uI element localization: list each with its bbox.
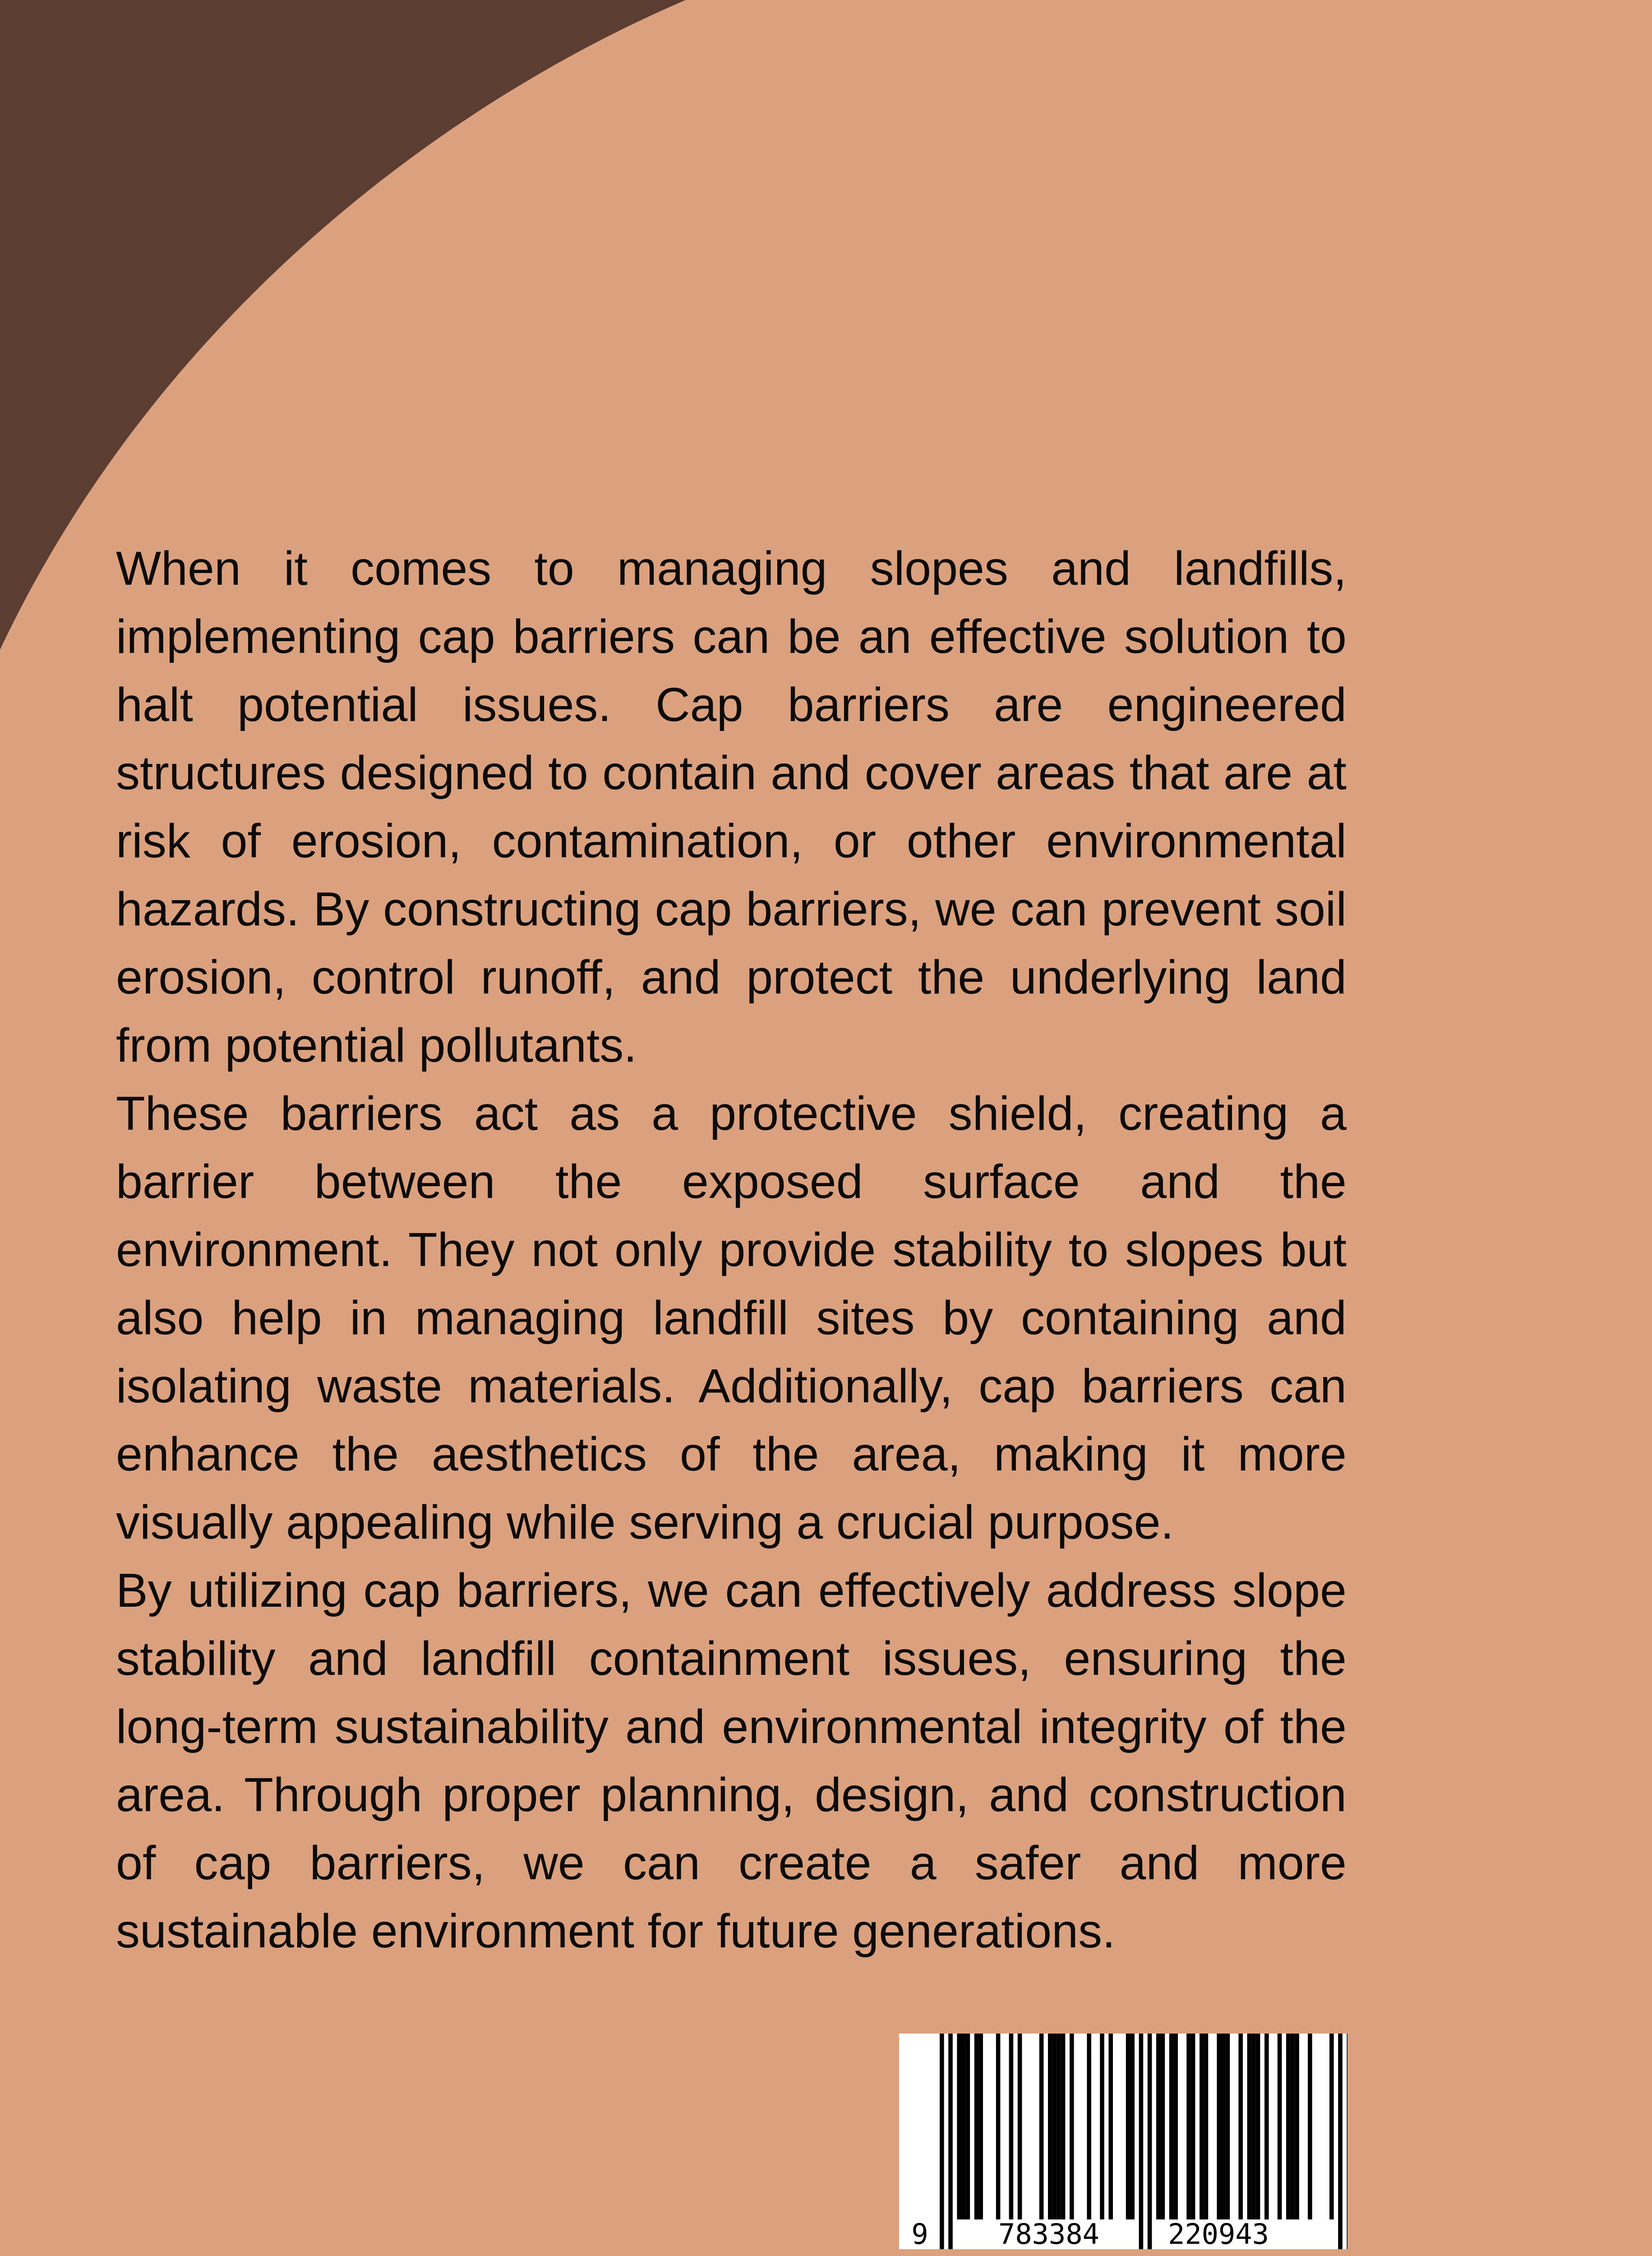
barcode-left-digits: 783384 [998, 2218, 1099, 2249]
barcode-bar [1161, 2034, 1165, 2219]
barcode-bar [948, 2034, 953, 2249]
barcode-bar [1087, 2034, 1091, 2219]
barcode-bar [1009, 2034, 1014, 2219]
barcode-bar [1247, 2034, 1252, 2219]
barcode-bar [1200, 2034, 1204, 2219]
barcode-bar [978, 2034, 983, 2219]
barcode-bar [1130, 2034, 1135, 2219]
barcode-bar [1169, 2034, 1174, 2219]
barcode-bar [1173, 2034, 1178, 2219]
blurb-paragraph-3: By utilizing cap barriers, we can effectively address slope stability and landfill containment issues, ensuring the long-term sustainability and environmental integrity of the area. Through proper planning, design, and construction of cap barriers, we can create a safer and more sustainable environment for future generations. [116, 1564, 1347, 1958]
barcode-bar [1291, 2034, 1295, 2219]
barcode-bar [1052, 2034, 1057, 2219]
barcode-bar [1048, 2034, 1052, 2219]
blurb-paragraph-1: When it comes to managing slopes and landfills, implementing cap barriers can be an effective solution to halt potential issues. Cap barriers are engineered structures designed to contain and cover areas that are at risk of erosion, contamination, or other environmental hazards. By constructing cap barriers, we can prevent soil erosion, control runoff, and protect the underlying land from potential pollutants. [116, 542, 1347, 1072]
barcode-bar [1217, 2034, 1221, 2219]
barcode-bar [1018, 2034, 1022, 2219]
barcode-bar [961, 2034, 966, 2219]
barcode-bar [1186, 2034, 1191, 2219]
barcode-right-digits: 220943 [1168, 2218, 1269, 2249]
barcode-bar [1148, 2034, 1152, 2249]
barcode-bar [1295, 2034, 1299, 2219]
back-cover-blurb [116, 535, 1347, 1965]
barcode-bar [1226, 2034, 1230, 2219]
barcode-bar [1286, 2034, 1291, 2219]
barcode-bar [1061, 2034, 1066, 2219]
barcode-bar [940, 2034, 944, 2249]
barcode-bar [1338, 2034, 1343, 2249]
barcode-bar [1070, 2034, 1074, 2219]
barcode-bar [966, 2034, 970, 2219]
barcode-bar [1221, 2034, 1226, 2219]
barcode-bar [1057, 2034, 1061, 2219]
barcode-bar [996, 2034, 1001, 2219]
barcode-bar [1251, 2034, 1256, 2219]
barcode-bar [957, 2034, 961, 2219]
barcode-bar [1238, 2034, 1243, 2219]
barcode-prefix-digit: 9 [911, 2218, 928, 2249]
barcode-bar [1100, 2034, 1104, 2219]
barcode-bar [1278, 2034, 1282, 2219]
barcode-bars [940, 2034, 1347, 2249]
isbn-barcode [899, 2034, 1347, 2249]
barcode-bar [1256, 2034, 1260, 2219]
barcode-bar [1139, 2034, 1144, 2249]
barcode-bar [1126, 2034, 1131, 2219]
barcode-bar [1039, 2034, 1044, 2219]
barcode-bar [1308, 2034, 1312, 2219]
barcode-graphic [899, 2034, 1347, 2249]
blurb-paragraph-2: These barriers act as a protective shield, creating a barrier between the exposed surface and the environment. They not only provide stability to slopes but also help in managing landfill sites by containing and isolating waste materials. Additionally, cap barriers can enhance the aesthetics of the area, making it more visually appealing while serving a crucial purpose. [116, 1087, 1347, 1549]
barcode-bar [1329, 2034, 1334, 2219]
barcode-bar [1156, 2034, 1161, 2219]
barcode-bar [1264, 2034, 1269, 2219]
barcode-bar [1108, 2034, 1113, 2219]
barcode-bar [974, 2034, 979, 2219]
barcode-bar [1204, 2034, 1209, 2219]
barcode-bar [1191, 2034, 1195, 2219]
